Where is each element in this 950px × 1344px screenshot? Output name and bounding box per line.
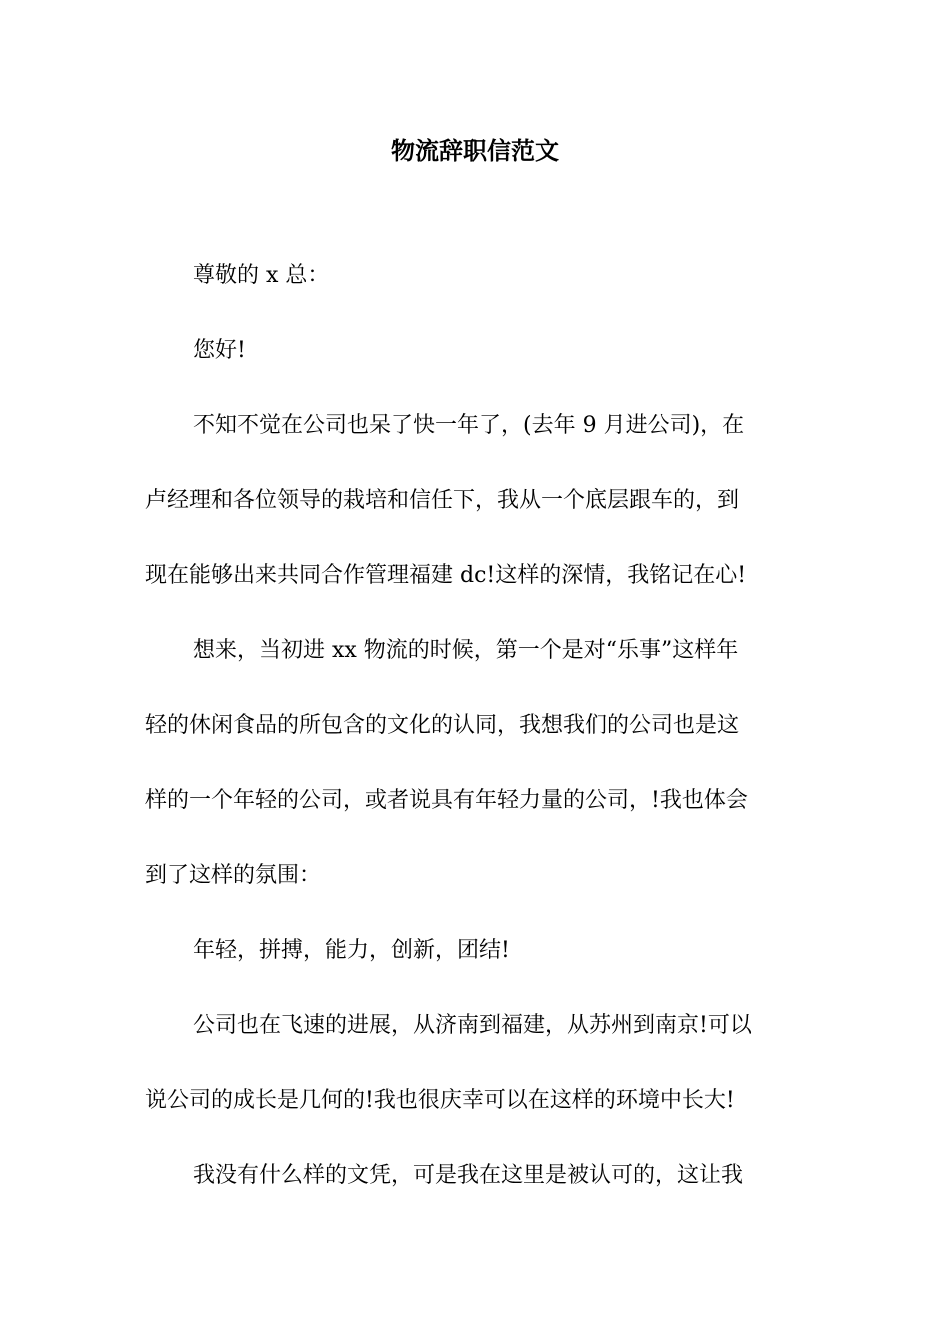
paragraph-1-line-1: 不知不觉在公司也呆了快一年了，(去年 9 月进公司)，在 [193,413,745,438]
greeting: 您好! [193,338,246,363]
paragraph-4-line-1: 公司也在飞速的进展，从济南到福建，从苏州到南京!可以 [193,1013,752,1038]
paragraph-2-line-2: 轻的休闲食品的所包含的文化的认同，我想我们的公司也是这 [145,713,740,738]
document-title: 物流辞职信范文 [391,136,559,165]
paragraph-2-line-1: 想来，当初进 xx 物流的时候，第一个是对“乐事”这样年 [193,638,739,663]
paragraph-4-line-2: 说公司的成长是几何的!我也很庆幸可以在这样的环境中长大! [145,1088,735,1113]
paragraph-1-line-3: 现在能够出来共同合作管理福建 dc!这样的深情，我铭记在心! [145,563,747,588]
salutation: 尊敬的 x 总： [193,263,330,288]
paragraph-1-line-2: 卢经理和各位领导的栽培和信任下，我从一个底层跟车的，到 [145,488,740,513]
paragraph-2-line-4: 到了这样的氛围： [145,863,322,888]
paragraph-3-line-1: 年轻，拼搏，能力，创新，团结! [193,938,510,963]
paragraph-2-line-3: 样的一个年轻的公司，或者说具有年轻力量的公司，!我也体会 [145,788,748,813]
paragraph-5-line-1: 我没有什么样的文凭，可是我在这里是被认可的，这让我 [193,1163,744,1188]
